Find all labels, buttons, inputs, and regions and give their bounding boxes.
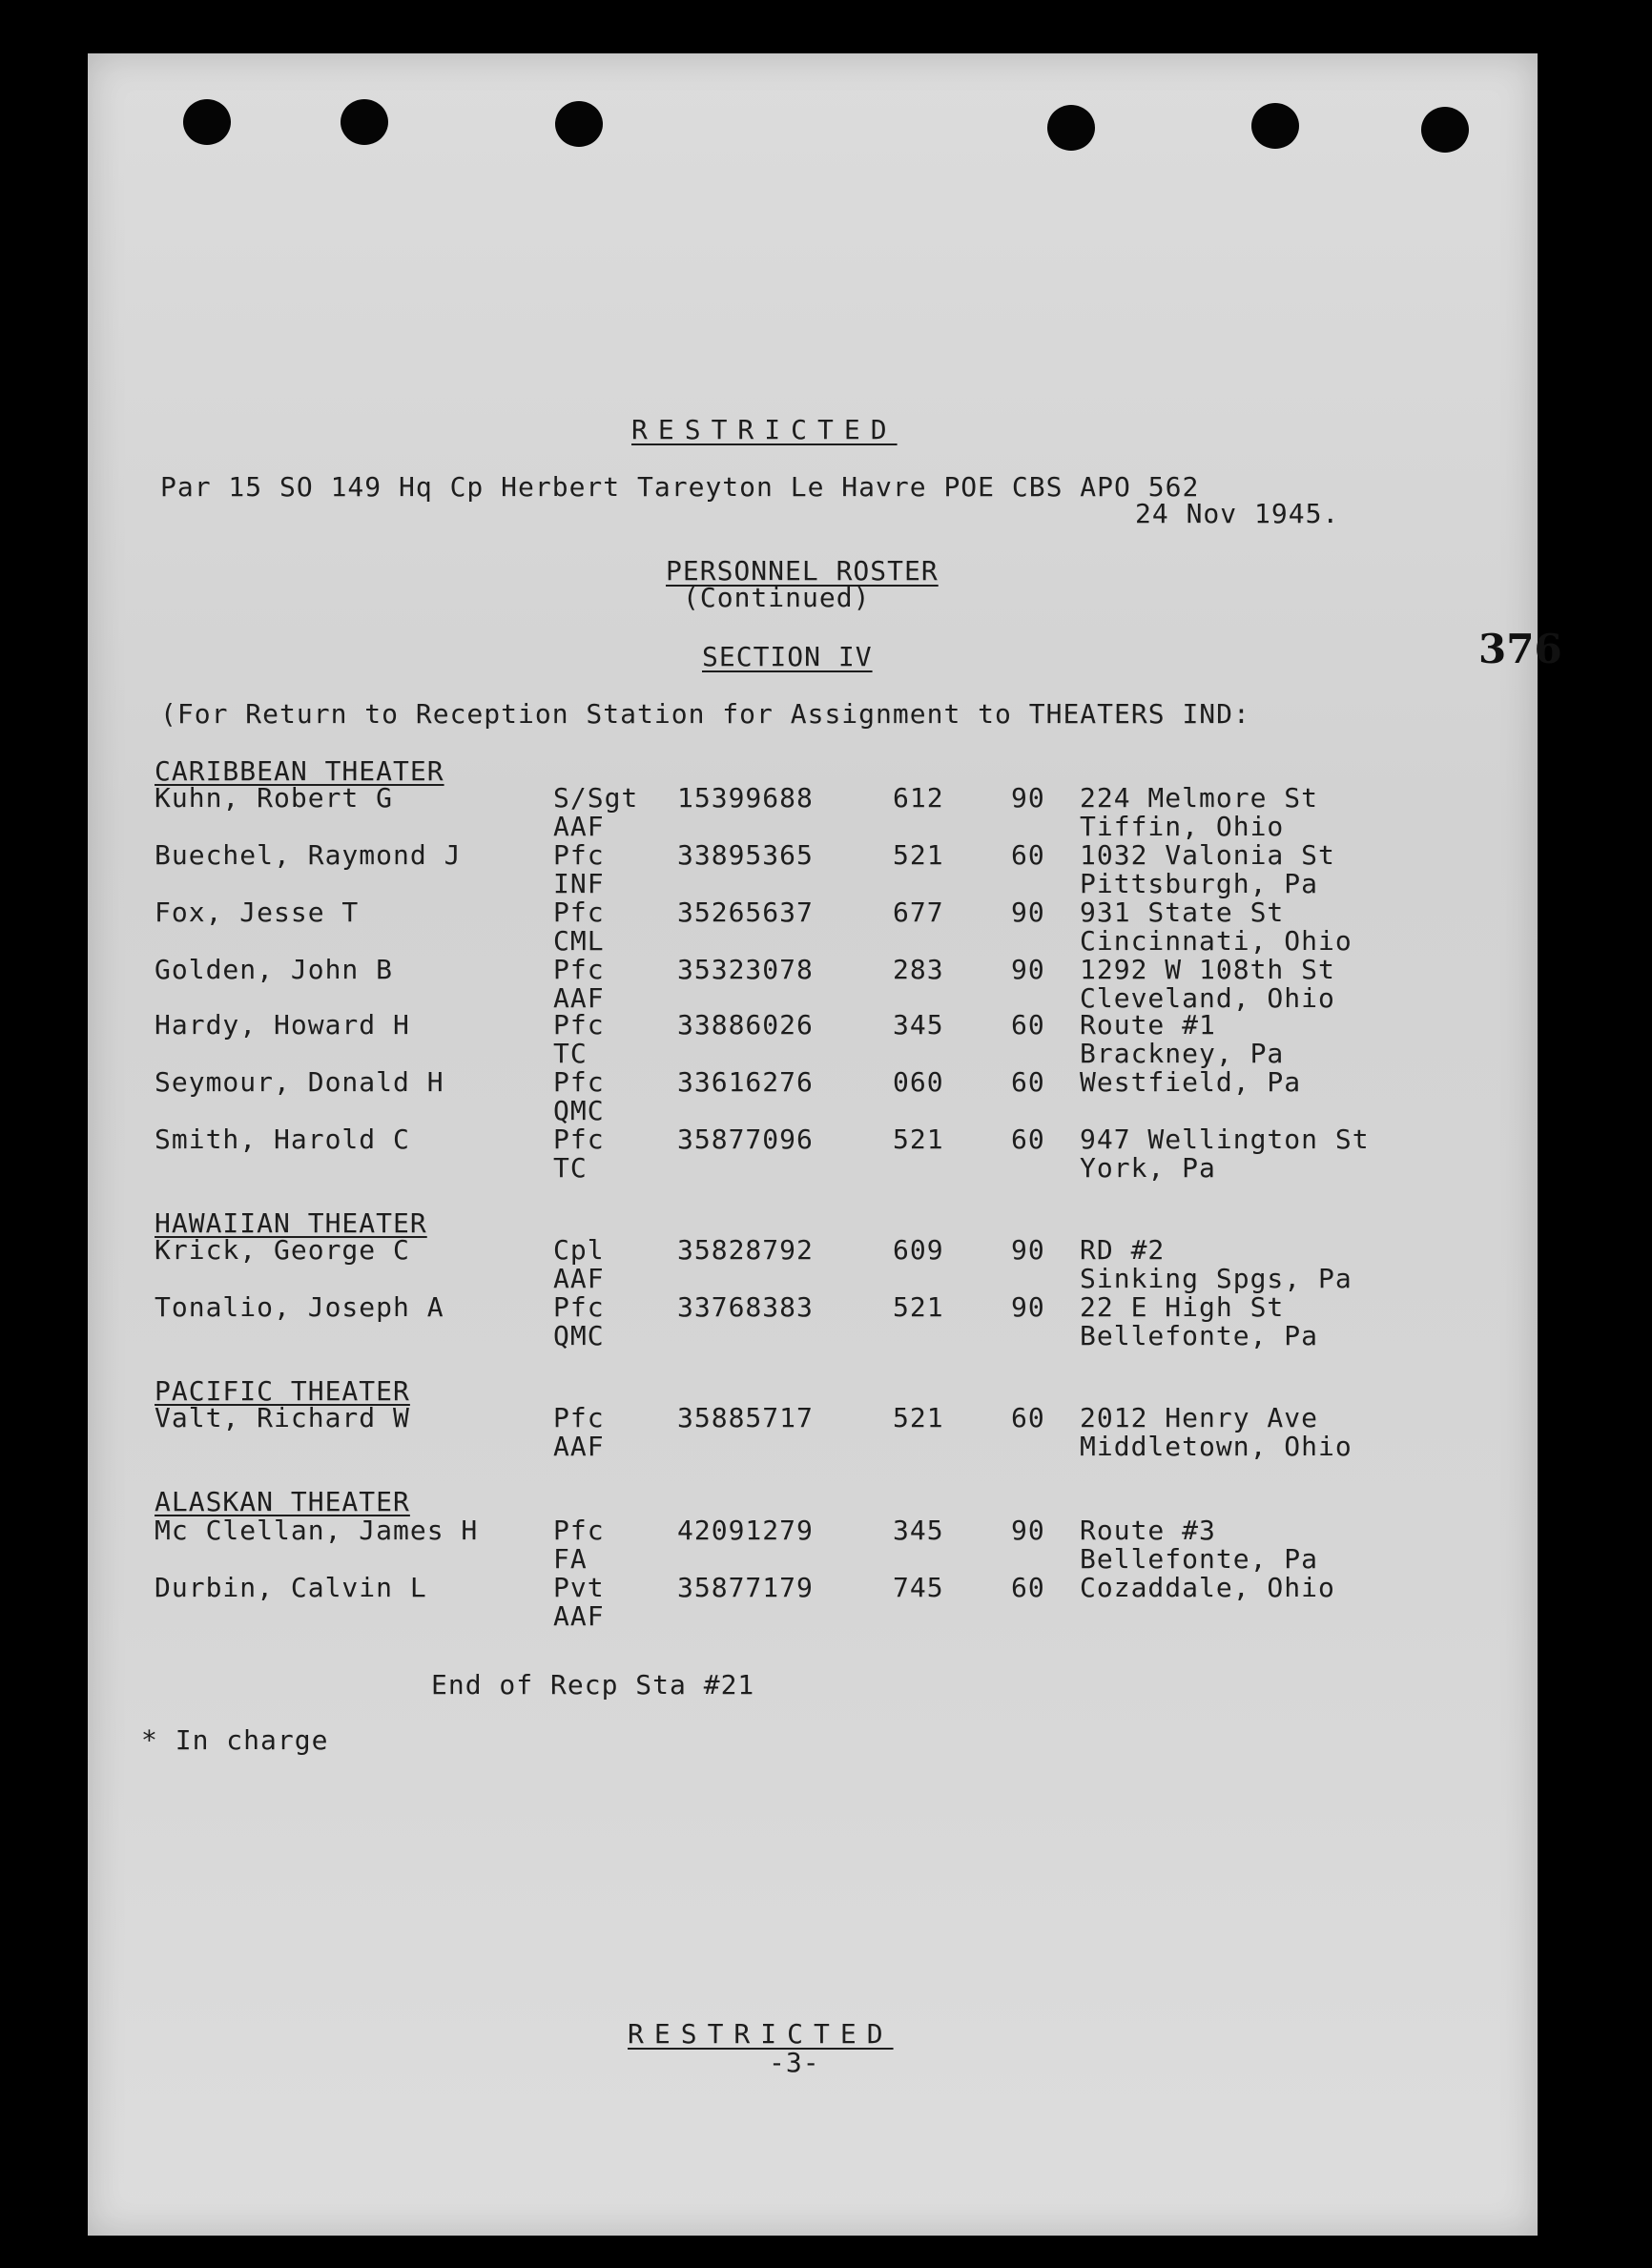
serial-number: 35265637 <box>677 897 814 928</box>
roster-entry <box>88 954 1538 1014</box>
soldier-grade: Pfc <box>553 1066 605 1098</box>
soldier-name: Golden, John B <box>155 954 394 985</box>
points-value: 60 <box>1011 1009 1045 1041</box>
mos-code: 521 <box>893 1291 944 1323</box>
serial-number: 42091279 <box>677 1515 814 1546</box>
points-value: 60 <box>1011 1572 1045 1603</box>
address-line-2: Middletown, Ohio <box>1080 1431 1353 1462</box>
roster-entry <box>88 897 1538 957</box>
soldier-name: Valt, Richard W <box>155 1402 410 1433</box>
address-line-2: Cincinnati, Ohio <box>1080 925 1353 957</box>
soldier-grade: Pfc <box>553 1291 605 1323</box>
soldier-grade: Pfc <box>553 1515 605 1546</box>
roster-entry <box>88 839 1538 897</box>
soldier-name: Buechel, Raymond J <box>155 839 462 871</box>
soldier-branch: AAF <box>553 811 605 842</box>
address-line-2: Bellefonte, Pa <box>1080 1543 1319 1575</box>
serial-number: 35323078 <box>677 954 814 985</box>
mos-code: 345 <box>893 1515 944 1546</box>
soldier-branch: AAF <box>553 1431 605 1462</box>
soldier-grade: Pfc <box>553 1009 605 1041</box>
mos-code: 521 <box>893 839 944 871</box>
roster-entry <box>88 1009 1538 1069</box>
document-page <box>88 53 1562 2236</box>
soldier-grade: Pfc <box>553 897 605 928</box>
points-value: 90 <box>1011 897 1045 928</box>
page-stamp-number: 376 <box>1478 626 1562 672</box>
order-date: 24 Nov 1945. <box>1135 498 1340 529</box>
mos-code: 345 <box>893 1009 944 1041</box>
points-value: 90 <box>1011 1515 1045 1546</box>
serial-number: 15399688 <box>677 782 814 814</box>
roster-entry <box>88 1515 1538 1575</box>
points-value: 90 <box>1011 954 1045 985</box>
soldier-grade: Pfc <box>553 1402 605 1433</box>
soldier-grade: S/Sgt <box>553 782 639 814</box>
serial-number: 35877179 <box>677 1572 814 1603</box>
soldier-grade: Pvt <box>553 1572 605 1603</box>
order-reference: Par 15 SO 149 Hq Cp Herbert Tareyton Le Havre POE CBS APO 562 <box>160 471 1200 503</box>
serial-number: 33768383 <box>677 1291 814 1323</box>
address-line-2: Sinking Spgs, Pa <box>1080 1263 1353 1294</box>
address-line-2: York, Pa <box>1080 1152 1216 1184</box>
mos-code: 677 <box>893 897 944 928</box>
mos-code: 745 <box>893 1572 944 1603</box>
mos-code: 521 <box>893 1402 944 1433</box>
roster-entry <box>88 782 1538 842</box>
address-line-2: Cleveland, Ohio <box>1080 982 1335 1014</box>
points-value: 90 <box>1011 1234 1045 1266</box>
soldier-grade: Pfc <box>553 839 605 871</box>
roster-entry <box>88 1234 1538 1294</box>
soldier-grade: Pfc <box>553 954 605 985</box>
address-line-1: Cozaddale, Ohio <box>1080 1572 1335 1603</box>
points-value: 60 <box>1011 1124 1045 1155</box>
roster-entry <box>88 1572 1538 1632</box>
serial-number: 35877096 <box>677 1124 814 1155</box>
address-line-1: Route #3 <box>1080 1515 1216 1546</box>
classification-header: RESTRICTED <box>631 414 898 445</box>
soldier-branch: AAF <box>553 1600 605 1632</box>
points-value: 60 <box>1011 839 1045 871</box>
points-value: 90 <box>1011 782 1045 814</box>
roster-subtitle: (Continued) <box>683 582 871 613</box>
punch-hole <box>341 99 388 145</box>
roster-title: PERSONNEL ROSTER <box>666 555 939 587</box>
soldier-grade: Cpl <box>553 1234 605 1266</box>
address-line-1: 224 Melmore St <box>1080 782 1319 814</box>
address-line-2: Brackney, Pa <box>1080 1038 1285 1069</box>
punch-hole <box>1421 107 1469 153</box>
punch-hole <box>183 99 231 145</box>
soldier-name: Krick, George C <box>155 1234 410 1266</box>
theater-heading: HAWAIIAN THEATER <box>155 1207 427 1239</box>
soldier-name: Mc Clellan, James H <box>155 1515 479 1546</box>
mos-code: 609 <box>893 1234 944 1266</box>
points-value: 60 <box>1011 1402 1045 1433</box>
roster-entry <box>88 1124 1538 1184</box>
address-line-1: 1032 Valonia St <box>1080 839 1335 871</box>
punch-hole <box>1251 103 1299 149</box>
theater-heading: ALASKAN THEATER <box>155 1486 410 1517</box>
roster-entry <box>88 1066 1538 1124</box>
points-value: 90 <box>1011 1291 1045 1323</box>
soldier-branch: TC <box>553 1038 588 1069</box>
soldier-grade: Pfc <box>553 1124 605 1155</box>
address-line-2: Bellefonte, Pa <box>1080 1320 1319 1351</box>
soldier-branch: AAF <box>553 1263 605 1294</box>
serial-number: 33895365 <box>677 839 814 871</box>
address-line-1: 947 Wellington St <box>1080 1124 1370 1155</box>
theater-heading: PACIFIC THEATER <box>155 1375 410 1407</box>
roster-entry <box>88 1402 1538 1462</box>
soldier-name: Hardy, Howard H <box>155 1009 410 1041</box>
section-heading: SECTION IV <box>702 641 873 672</box>
address-line-1: 2012 Henry Ave <box>1080 1402 1319 1433</box>
address-line-1: 1292 W 108th St <box>1080 954 1335 985</box>
address-line-2: Tiffin, Ohio <box>1080 811 1285 842</box>
in-charge-note: * In charge <box>141 1724 329 1756</box>
address-line-1: RD #2 <box>1080 1234 1166 1266</box>
soldier-branch: CML <box>553 925 605 957</box>
address-line-2: Pittsburgh, Pa <box>1080 868 1319 899</box>
page-number: -3- <box>769 2047 820 2078</box>
soldier-branch: AAF <box>553 982 605 1014</box>
soldier-name: Tonalio, Joseph A <box>155 1291 444 1323</box>
end-note: End of Recp Sta #21 <box>431 1669 755 1701</box>
mos-code: 283 <box>893 954 944 985</box>
roster-entry <box>88 1291 1538 1349</box>
soldier-branch: QMC <box>553 1320 605 1351</box>
soldier-name: Seymour, Donald H <box>155 1066 444 1098</box>
soldier-branch: QMC <box>553 1095 605 1126</box>
address-line-1: Route #1 <box>1080 1009 1216 1041</box>
soldier-name: Fox, Jesse T <box>155 897 360 928</box>
soldier-name: Durbin, Calvin L <box>155 1572 427 1603</box>
address-line-1: 931 State St <box>1080 897 1285 928</box>
soldier-branch: INF <box>553 868 605 899</box>
theater-heading: CARIBBEAN THEATER <box>155 755 444 787</box>
classification-footer: RESTRICTED <box>628 2018 894 2050</box>
soldier-branch: TC <box>553 1152 588 1184</box>
soldier-branch: FA <box>553 1543 588 1575</box>
punch-hole <box>555 101 603 147</box>
mos-code: 612 <box>893 782 944 814</box>
points-value: 60 <box>1011 1066 1045 1098</box>
serial-number: 35885717 <box>677 1402 814 1433</box>
soldier-name: Smith, Harold C <box>155 1124 410 1155</box>
punch-hole <box>1047 105 1095 151</box>
address-line-1: 22 E High St <box>1080 1291 1285 1323</box>
serial-number: 35828792 <box>677 1234 814 1266</box>
mos-code: 060 <box>893 1066 944 1098</box>
mos-code: 521 <box>893 1124 944 1155</box>
serial-number: 33616276 <box>677 1066 814 1098</box>
soldier-name: Kuhn, Robert G <box>155 782 394 814</box>
roster-instruction: (For Return to Reception Station for Assignment to THEATERS IND: <box>160 698 1250 730</box>
address-line-1: Westfield, Pa <box>1080 1066 1302 1098</box>
serial-number: 33886026 <box>677 1009 814 1041</box>
